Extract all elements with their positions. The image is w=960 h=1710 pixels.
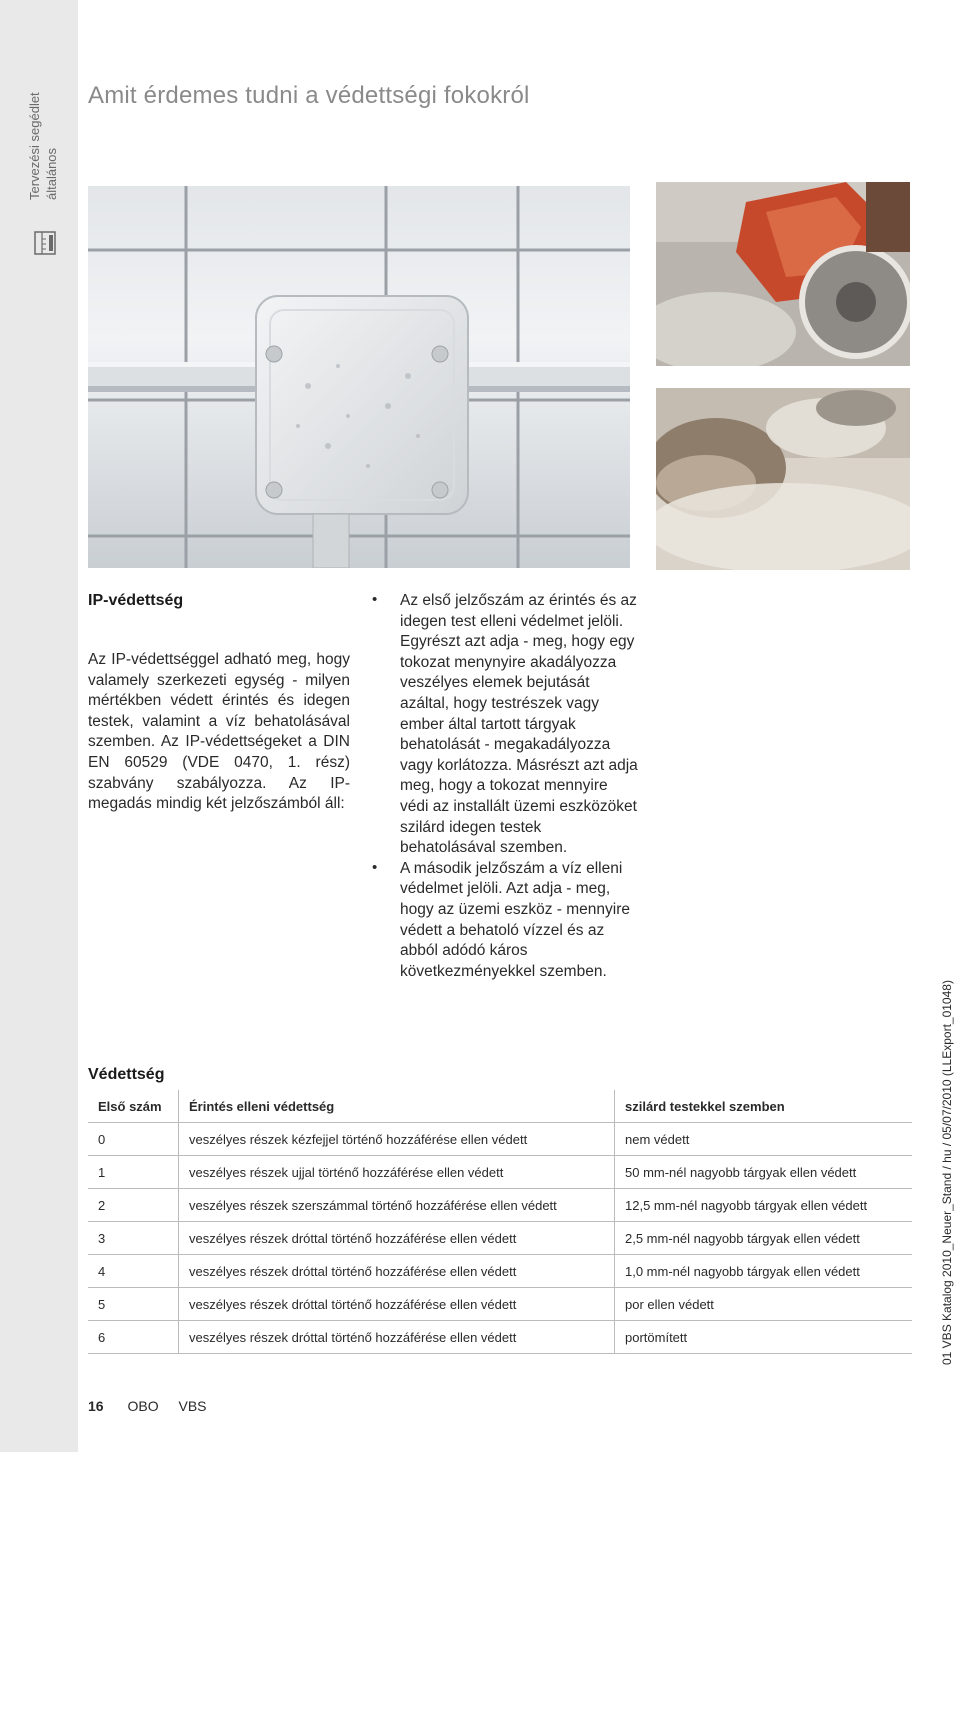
cell-digit: 2 (88, 1189, 179, 1222)
junction-box-photo (88, 186, 630, 568)
sidebar-label (26, 70, 60, 200)
cell-digit: 4 (88, 1255, 179, 1288)
cell-solid: 12,5 mm-nél nagyobb tárgyak ellen védett (615, 1189, 913, 1222)
table-row (88, 1321, 912, 1354)
cell-digit: 0 (88, 1123, 179, 1156)
header-touch-protection: Érintés elleni védettség (179, 1090, 615, 1123)
bullet-icon: • (372, 858, 378, 876)
header-first-digit: Első szám (88, 1090, 179, 1123)
catalog-reference (940, 980, 960, 1710)
cell-digit: 6 (88, 1321, 179, 1354)
cell-solid: 1,0 mm-nél nagyobb tárgyak ellen védett (615, 1255, 913, 1288)
protection-table (88, 1090, 912, 1354)
cell-solid: portömített (615, 1321, 913, 1354)
list-item (370, 591, 638, 859)
table-heading: Védettség (88, 1066, 165, 1083)
dust-shoe-photo (656, 388, 910, 570)
cell-touch: veszélyes részek dróttal történő hozzáférése ellen védett (179, 1222, 615, 1255)
cell-digit: 3 (88, 1222, 179, 1255)
sidebar (0, 0, 78, 1452)
bullet-text-first-digit: Az első jelzőszám az érintés és az idegen test elleni védelmet jelöli. Egyrészt azt adja - meg, hogy egy tokozat menynyire akadályozza veszélyes elemek bejutását azáltal, hogy testrészek vagy ember által tartott tárgyak behatolását - megakadályozza vagy korlátozza. Másrészt azt adja meg, hogy a tokozat mennyire védi az installált üzemi eszközöket szilárd idegen testek behatolásával szemben. (400, 592, 638, 857)
bullet-text-second-digit: A második jelzőszám a víz elleni védelmet jelöli. Azt adja - meg, hogy az üzemi eszköz - mennyire védett a behatoló vízzel és az abból adódó káros következményekkel szemben. (400, 859, 631, 980)
list-item (370, 859, 638, 983)
table-header-row (88, 1090, 912, 1123)
table-row (88, 1222, 912, 1255)
cell-solid: 2,5 mm-nél nagyobb tárgyak ellen védett (615, 1222, 913, 1255)
ip-heading: IP-védettség (88, 592, 184, 609)
cutting-saw-photo (656, 182, 910, 366)
page-title: Amit érdemes tudni a védettségi fokokról (88, 82, 530, 109)
cell-touch: veszélyes részek dróttal történő hozzáférése ellen védett (179, 1255, 615, 1288)
brand-obo: OBO (127, 1398, 159, 1414)
bullet-icon: • (372, 591, 378, 608)
table-row (88, 1189, 912, 1222)
planning-tools-icon (30, 228, 60, 256)
cell-solid: por ellen védett (615, 1288, 913, 1321)
table-row (88, 1156, 912, 1189)
cell-touch: veszélyes részek ujjal történő hozzáférése ellen védett (179, 1156, 615, 1189)
table-row (88, 1255, 912, 1288)
table-row (88, 1123, 912, 1156)
catalog-reference-text: 01 VBS Katalog 2010_Neuer_Stand / hu / 05/07/2010 (LLExport_01048) (940, 980, 954, 1365)
cell-digit: 5 (88, 1288, 179, 1321)
cell-touch: veszélyes részek dróttal történő hozzáférése ellen védett (179, 1288, 615, 1321)
sidebar-label-line1: Tervezési segédlet (27, 92, 42, 200)
ip-bullet-list (370, 591, 638, 982)
table-row (88, 1288, 912, 1321)
page-number: 16 (88, 1398, 104, 1414)
cell-solid: nem védett (615, 1123, 913, 1156)
cell-touch: veszélyes részek szerszámmal történő hozzáférése ellen védett (179, 1189, 615, 1222)
sidebar-label-line2: általános (44, 147, 59, 200)
brand-vbs: VBS (178, 1398, 207, 1414)
ip-intro-paragraph: Az IP-védettséggel adható meg, hogy valamely szerkezeti egység - milyen mértékben védett érintés és idegen testek, valamint a víz behatolásával szemben. Az IP-védettségeket a DIN EN 60529 (VDE 0470, 1. rész) szabvány szabályozza. Az IP-megadás mindig két jelzőszámból áll: (88, 651, 350, 813)
cell-touch: veszélyes részek dróttal történő hozzáférése ellen védett (179, 1321, 615, 1354)
cell-touch: veszélyes részek kézfejjel történő hozzáférése ellen védett (179, 1123, 615, 1156)
cell-digit: 1 (88, 1156, 179, 1189)
header-solid-bodies: szilárd testekkel szemben (615, 1090, 913, 1123)
page-footer (88, 1398, 207, 1414)
cell-solid: 50 mm-nél nagyobb tárgyak ellen védett (615, 1156, 913, 1189)
